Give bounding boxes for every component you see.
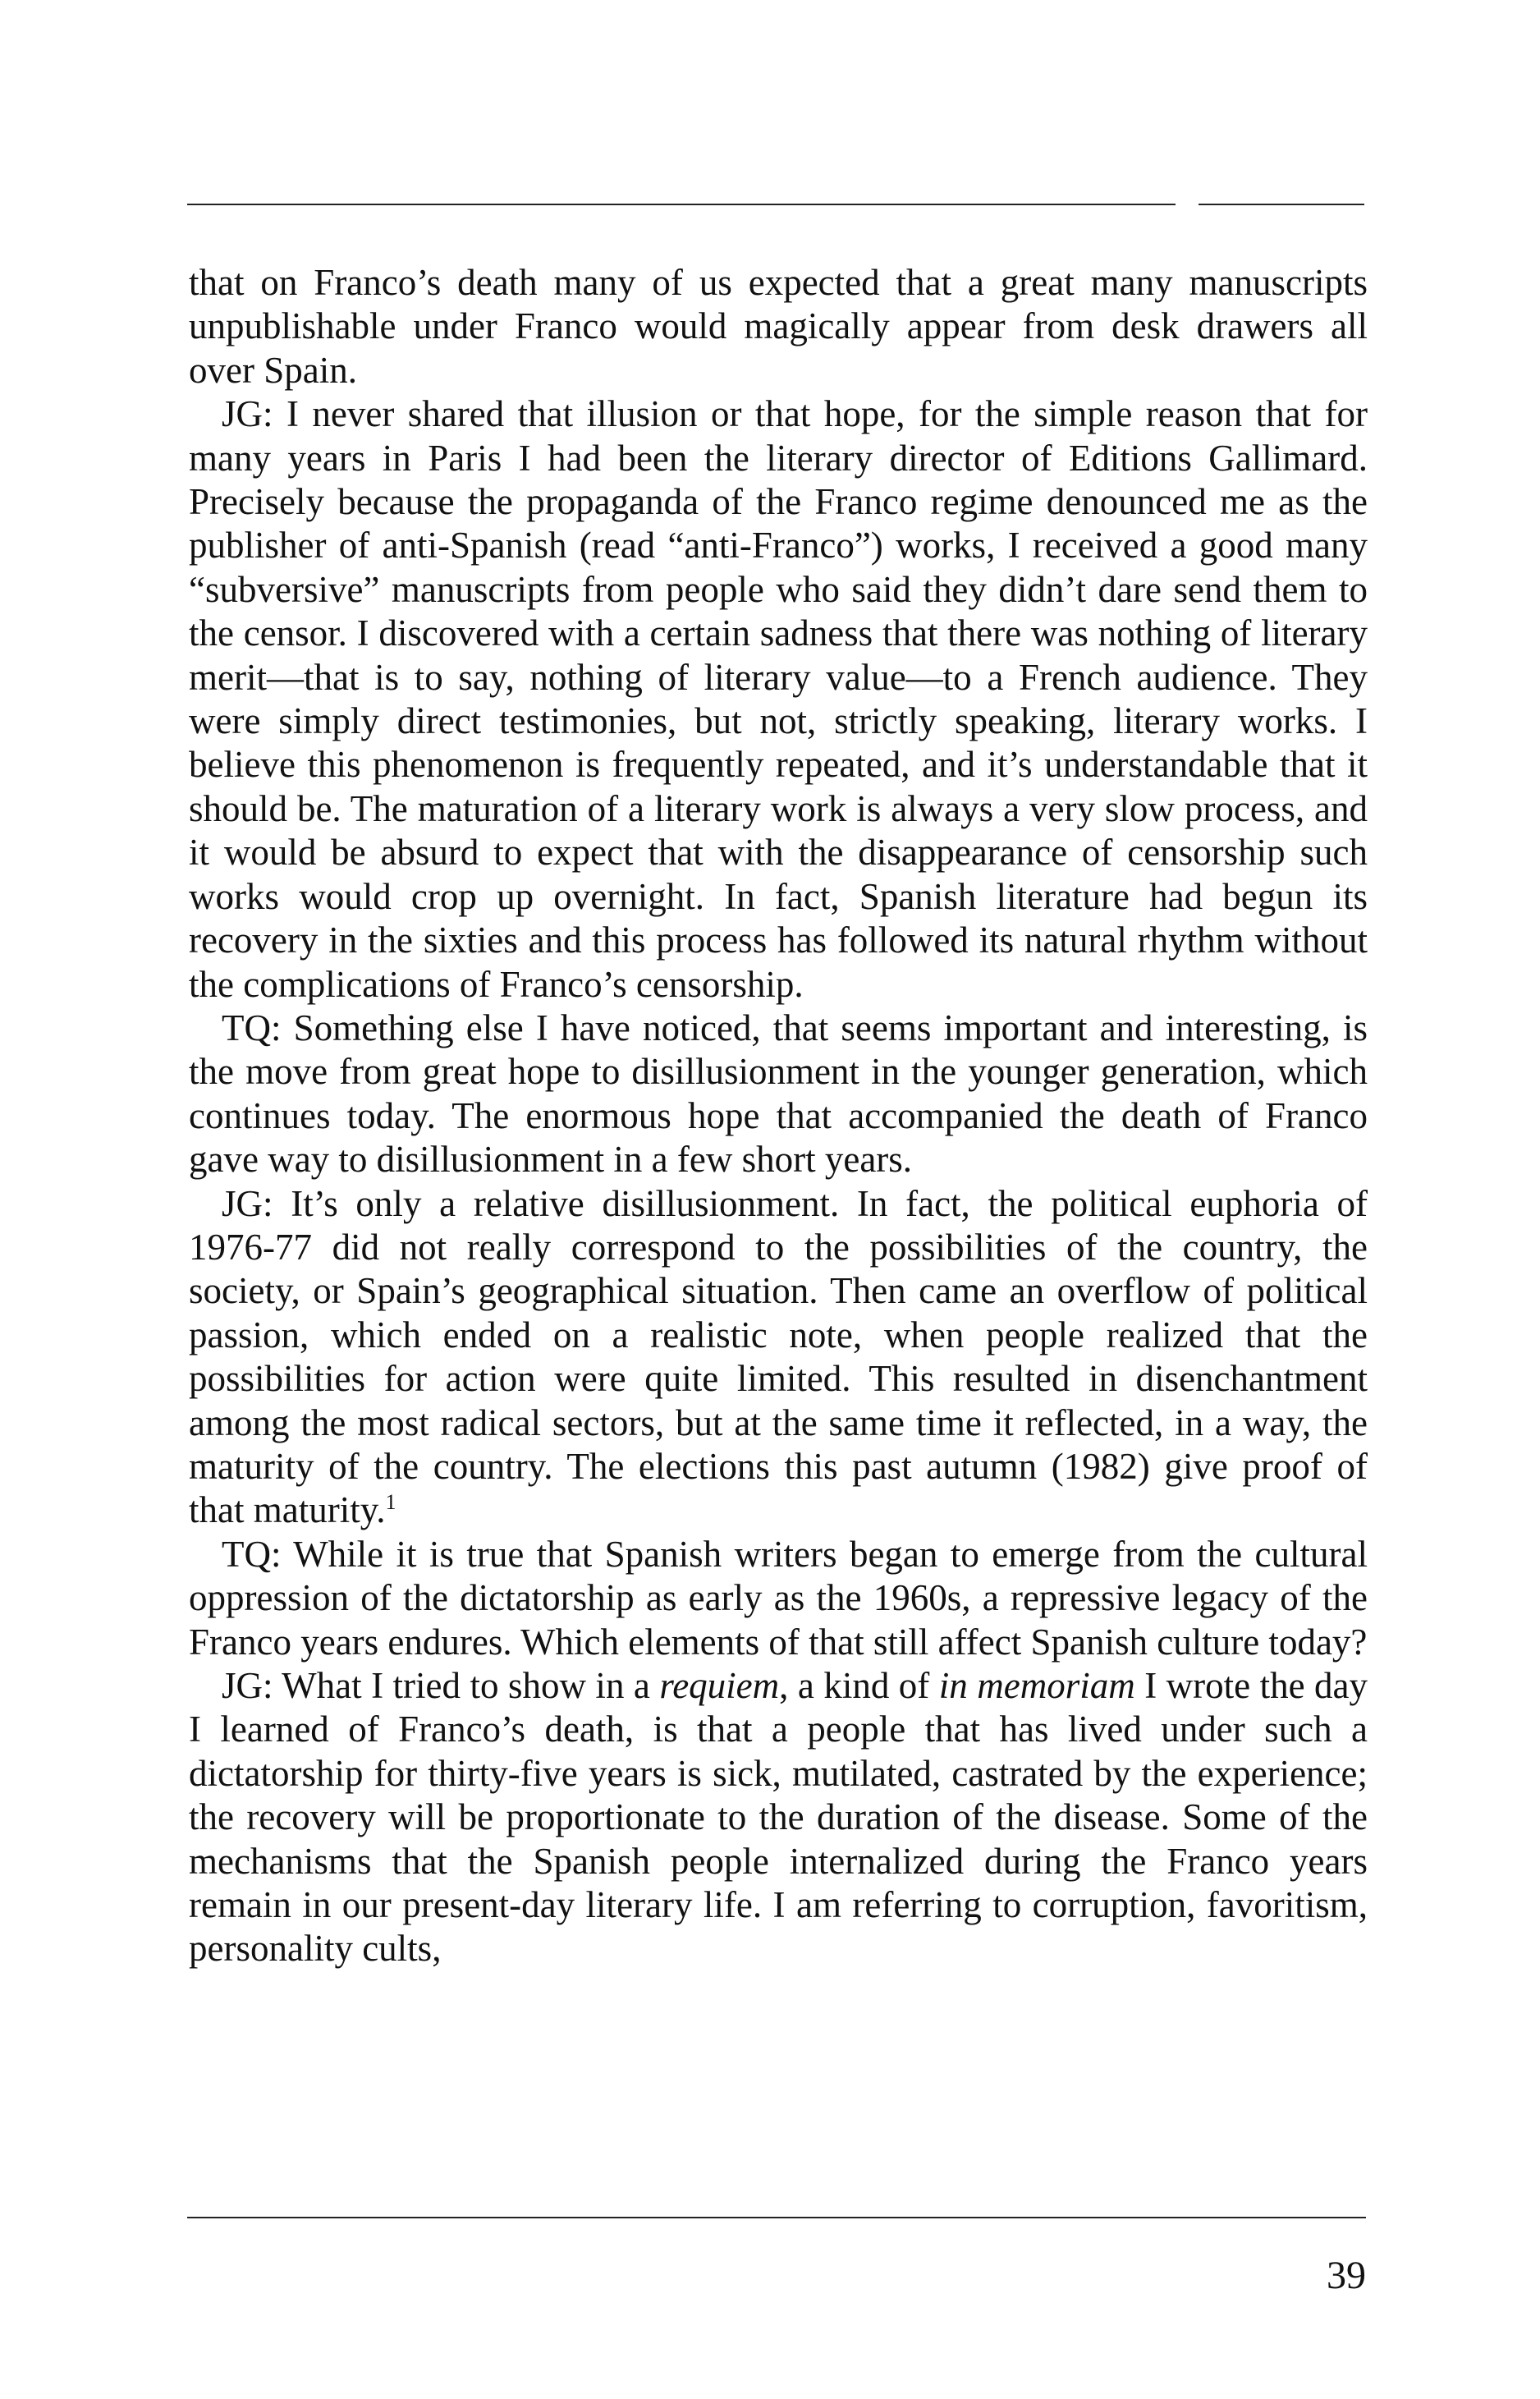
paragraph-text: I never shared that illusion or that hope, for the simple reason that for many years in Paris I had been the literary director of Editions Gallimard. Precisely because the propaganda of the Franco regime denounced me as the publisher of anti-Spanish (read “anti-Franco”) works, I received a good many “subversive” manuscripts from people who said they didn’t dare send them to the censor. I discovered with a certain sadness that there was nothing of literary merit—that is to say, nothing of literary value—to a French audience. They were simply direct testimonies, but not, strictly speaking, literary works. I believe this phenomenon is frequently repeated, and it’s understandable that it should be. The maturation of a literary work is always a very slow process, and it would be absurd to expect that with the disappearance of censorship such works would crop up overnight. In fact, Spanish literature had begun its recovery in the sixties and this process has followed its natural rhythm without the complications of Franco’s censorship. bbox=[189, 393, 1368, 1005]
speaker-label: TQ: bbox=[222, 1533, 282, 1575]
footnote-marker: 1 bbox=[385, 1490, 396, 1515]
speaker-label: JG: bbox=[222, 1665, 273, 1706]
speaker-label: TQ: bbox=[222, 1007, 282, 1048]
page-number: 39 bbox=[1327, 2254, 1366, 2297]
paragraph-tq-question-2 bbox=[189, 1533, 1368, 1664]
paragraph-text: It’s only a relative disillusionment. In fact, the political euphoria of 1976-77 did not really correspond to the possibilities of the country, the society, or Spain’s geographical situation. Then came an overflow of political passion, which ended on a realistic note, when people realized that the possibilities for action were quite limited. This resulted in disenchantment among the most radical sectors, but at the same time it reflected, in a way, the maturity of the country. The elections this past autumn (1982) give proof of that maturity. bbox=[189, 1182, 1368, 1531]
paragraph-text: that on Franco’s death many of us expected that a great many manuscripts unpublishable under Franco would magically appear from desk drawers all over Spain. bbox=[189, 262, 1368, 391]
paragraph-jg-answer-2 bbox=[189, 1182, 1368, 1533]
paragraph-text: , a kind of bbox=[779, 1665, 939, 1706]
paragraph-tq-question-1 bbox=[189, 1007, 1368, 1182]
speaker-label: JG: bbox=[222, 1182, 273, 1224]
paragraph-jg-answer-3 bbox=[189, 1664, 1368, 1971]
paragraph-text: What I tried to show in a bbox=[273, 1665, 660, 1706]
italic-term: in memoriam bbox=[938, 1665, 1135, 1706]
header-rule-short bbox=[1199, 204, 1364, 205]
interview-text bbox=[189, 261, 1368, 1971]
paragraph-text: Something else I have noticed, that seems important and interesting, is the move from great hope to disillusionment in the younger generation, which continues today. The enormous hope that accompanied the death of Franco gave way to disillusionment in a few short years. bbox=[189, 1007, 1368, 1181]
paragraph-text: While it is true that Spanish writers began to emerge from the cultural oppression of the dictatorship as early as the 1960s, a repressive legacy of the Franco years endures. Which elements of that still affect Spanish culture today? bbox=[189, 1533, 1368, 1663]
speaker-label: JG: bbox=[222, 393, 273, 435]
paragraph-text: I wrote the day I learned of Franco’s death, is that a people that has lived under such a dictatorship for thirty-five years is sick, mutilated, castrated by the experience; the recovery will be proportionate to the duration of the disease. Some of the mechanisms that the Spanish people internalized during the Franco years remain in our present-day literary life. I am referring to corruption, favoritism, personality cults, bbox=[189, 1665, 1368, 1970]
paragraph-jg-answer-1 bbox=[189, 392, 1368, 1007]
footer-rule bbox=[187, 2217, 1366, 2218]
italic-term: requiem bbox=[659, 1665, 780, 1706]
header-rule-long bbox=[187, 204, 1176, 205]
paragraph-continuation bbox=[189, 261, 1368, 392]
